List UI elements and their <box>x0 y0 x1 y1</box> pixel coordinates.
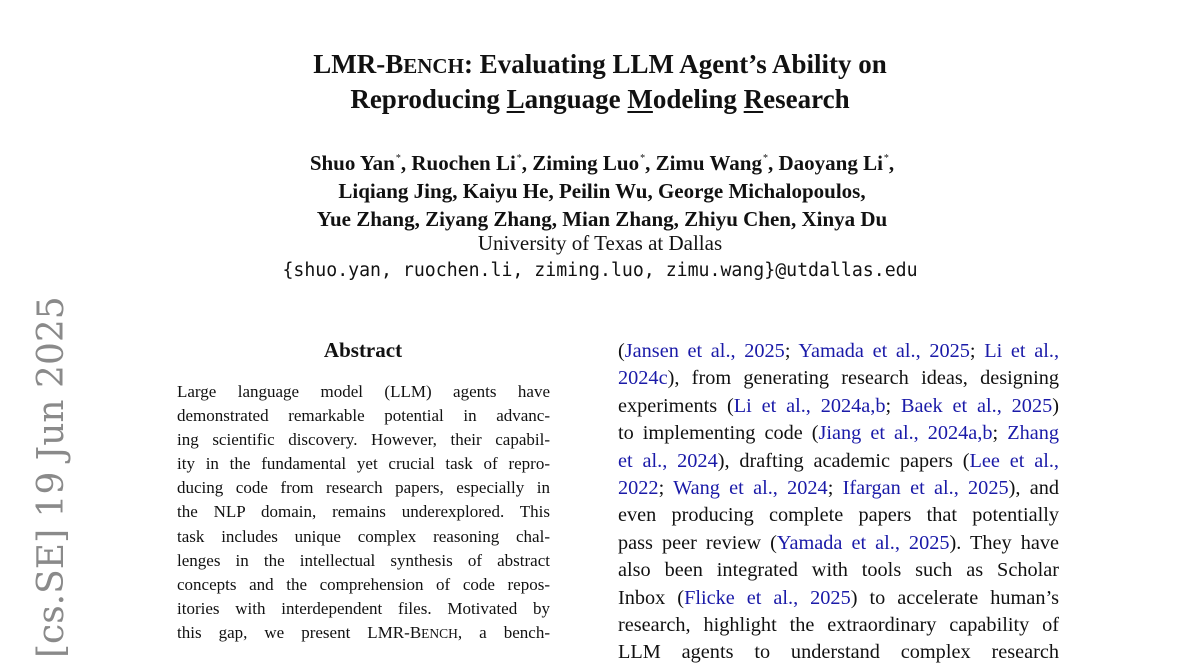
title-line-2 <box>0 83 1200 116</box>
abstract-line-text: this gap, we present LMR- <box>177 622 410 642</box>
abstract-line: concepts and the comprehension of code repos- <box>177 574 550 594</box>
body-line <box>618 639 1059 666</box>
abstract-line: Large language model (LLM) agents have <box>177 382 550 401</box>
intro-column-text <box>618 338 1059 667</box>
body-text: ), drafting academic papers ( <box>717 449 970 472</box>
author-list <box>0 145 1204 233</box>
body-text: research, highlight the extraordinary capability of <box>618 613 1059 636</box>
citation-link[interactable]: Baek et al., 2025 <box>901 394 1053 417</box>
body-text: ) <box>1052 394 1059 417</box>
body-text: ), and <box>1008 476 1059 499</box>
body-text: Inbox ( <box>618 586 685 609</box>
body-text: ; <box>969 340 985 362</box>
abstract-line: lenges in the intellectual synthesis of abstract <box>177 550 550 570</box>
abstract-bench-initial: B <box>409 622 422 642</box>
equal-contribution-mark: * <box>762 153 768 164</box>
author-separator: , <box>521 151 533 175</box>
abstract-line: demonstrated remarkable potential in advanc- <box>177 406 550 426</box>
author: Ruochen Li <box>411 151 516 175</box>
body-line <box>618 393 1059 420</box>
author: Ziming Luo <box>532 151 640 175</box>
body-line <box>618 475 1059 502</box>
abstract-heading: Abstract <box>323 338 403 362</box>
citation-link[interactable]: Ifargan et al., 2025 <box>842 476 1009 499</box>
affiliation: University of Texas at Dallas <box>477 231 723 255</box>
citation-link[interactable]: Zhang <box>1007 422 1059 445</box>
title-line-1 <box>0 48 1200 83</box>
abstract-line: ing scientific discovery. However, their capabil- <box>177 430 550 450</box>
citation-link[interactable]: 2024c <box>618 367 668 390</box>
body-line <box>618 612 1059 639</box>
paper-title <box>0 48 1200 116</box>
citation-link[interactable]: Li et al., <box>984 340 1060 362</box>
title-line2-c: odeling <box>652 84 744 114</box>
abstract-bench-smallcaps: ENCH <box>421 625 458 641</box>
body-text: ; <box>827 476 843 499</box>
author-emails: {shuo.yan, ruochen.li, ziming.luo, zimu.wang}@utdallas.edu <box>282 260 918 281</box>
title-bench-initial: B <box>385 49 404 79</box>
body-text: to implementing code ( <box>618 422 819 445</box>
body-text: also been integrated with tools such as Scholar <box>618 559 1059 582</box>
abstract-line: ducing code from research papers, especially in <box>177 478 550 498</box>
body-line <box>618 365 1059 392</box>
author-separator: , <box>400 151 412 175</box>
citation-link[interactable]: Wang et al., 2024 <box>673 476 828 499</box>
citation-link[interactable]: et al., 2024 <box>618 449 718 472</box>
body-text: experiments ( <box>618 394 734 417</box>
equal-contribution-mark: * <box>640 153 646 164</box>
body-line <box>618 585 1059 612</box>
title-line2-b: anguage <box>524 84 628 114</box>
title-line2-d: esearch <box>763 84 850 114</box>
title-bench-smallcaps: ENCH <box>403 54 464 78</box>
citation-link[interactable]: Jansen et al., 2025 <box>624 340 785 362</box>
body-text: even producing complete papers that potentially <box>618 504 1059 527</box>
body-text: ). They have <box>949 531 1059 554</box>
body-line <box>618 448 1059 475</box>
body-text: ; <box>992 422 1008 445</box>
author: Daoyang Li <box>778 151 883 175</box>
title-underlined-m: M <box>627 84 653 114</box>
body-text: LLM agents to understand complex research <box>618 641 1059 664</box>
citation-link[interactable]: Flicke et al., 2025 <box>684 586 851 609</box>
citation-link[interactable]: Lee et al., <box>969 449 1059 472</box>
abstract-line: itories with interdependent files. Motivated by <box>177 598 550 618</box>
body-line <box>618 557 1059 584</box>
abstract-line: task includes unique complex reasoning chal- <box>177 526 550 546</box>
title-lmr: LMR <box>313 49 377 79</box>
abstract-line <box>177 621 550 645</box>
body-text: ; <box>658 476 674 499</box>
author: Shuo Yan <box>309 151 395 175</box>
abstract-line-text: , a bench- <box>457 622 550 642</box>
body-line <box>618 338 1059 365</box>
citation-link[interactable]: Li et al., 2024a,b <box>733 394 886 417</box>
author-separator: , <box>767 151 779 175</box>
equal-contribution-mark: * <box>395 153 401 164</box>
body-line <box>618 530 1059 557</box>
citation-link[interactable]: Yamada et al., 2025 <box>798 340 970 362</box>
equal-contribution-mark: * <box>883 153 889 164</box>
body-line <box>618 420 1059 447</box>
title-underlined-l: L <box>506 84 525 114</box>
abstract-line: the NLP domain, remains underexplored. This <box>177 502 550 522</box>
body-text: ; <box>885 394 902 417</box>
abstract-body <box>177 380 550 645</box>
author-separator: , <box>888 151 895 175</box>
citation-link[interactable]: Jiang et al., 2024a,b <box>818 422 993 445</box>
authors-line-2: Liqiang Jing, Kaiyu He, Peilin Wu, George Michalopoulos, <box>338 179 866 203</box>
body-text: pass peer review ( <box>618 531 777 554</box>
abstract-line: ity in the fundamental yet crucial task of repro- <box>177 454 550 474</box>
title-underlined-r: R <box>743 84 764 114</box>
author-separator: , <box>645 151 656 175</box>
authors-line-1 <box>0 145 1204 177</box>
equal-contribution-mark: * <box>516 153 522 164</box>
body-text: ), from generating research ideas, designing <box>667 367 1059 390</box>
arxiv-stamp-text: [cs.SE] 19 Jun 2025 <box>31 296 72 658</box>
body-text: ) to accelerate human’s <box>850 586 1059 609</box>
title-line1-rest: : Evaluating LLM Agent’s Ability on <box>463 49 887 79</box>
title-line2-a: Reproducing <box>350 84 507 114</box>
citation-link[interactable]: Yamada et al., 2025 <box>776 531 950 554</box>
arxiv-side-stamp <box>28 288 76 658</box>
body-text: ; <box>784 340 799 362</box>
body-line <box>618 502 1059 529</box>
body-text: ( <box>618 340 625 362</box>
title-dash: - <box>376 49 386 79</box>
authors-line-3: Yue Zhang, Ziyang Zhang, Mian Zhang, Zhiyu Chen, Xinya Du <box>316 207 888 231</box>
author: Zimu Wang <box>655 151 762 175</box>
citation-link[interactable]: 2022 <box>618 476 659 499</box>
